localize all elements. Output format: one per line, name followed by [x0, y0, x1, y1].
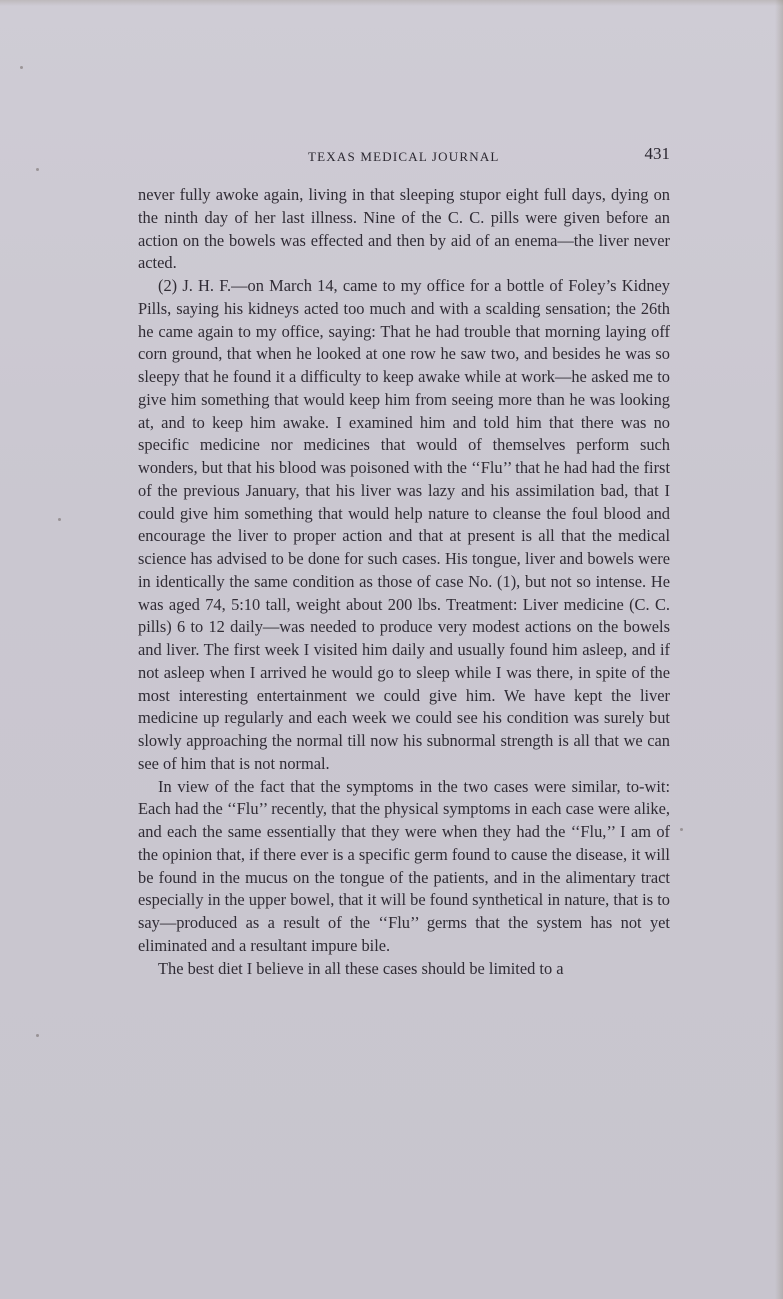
- body-text: [138, 184, 670, 980]
- paper-speck: [36, 1034, 39, 1037]
- paragraph-case-2: (2) J. H. F.—on March 14, came to my office for a bottle of Foley’s Kidney Pills, saying his kidneys acted too much and with a scalding sensation; the 26th he came again to my office, saying: That he had trouble that morning laying off corn ground, that when he looked at one row he saw two, and besides he was so sleepy that he found it a difficulty to keep awake while at work—he asked me to give him something that would keep him from seeing more than he was looking at, and to keep him awake. I examined him and told him that there was no specific medicine nor medicines that would of themselves perform such wonders, but that his blood was poisoned with the ‘‘Flu’’ that he had had the first of the previous January, that his liver was lazy and his assimilation bad, that I could give him something that would help nature to cleanse the foul blood and encourage the liver to proper action and that at present is all that the medical science has advised to be done for such cases. His tongue, liver and bowels were in identically the same condition as those of case No. (1), but not so intense. He was aged 74, 5:10 tall, weight about 200 lbs. Treatment: Liver medicine (C. C. pills) 6 to 12 daily—was needed to produce very modest actions on the bowels and liver. The first week I visited him daily and usually found him asleep, and if not asleep when I arrived he would go to sleep while I was there, in spite of the most interesting entertainment we could give him. We have kept the liver medicine up regularly and each week we could see his condition was surely but slowly approaching the normal till now his subnormal strength is all that we can see of him that is not normal.: [138, 276, 670, 773]
- paragraph-continuation: never fully awoke again, living in that sleeping stupor eight full days, dying on the ninth day of her last illness. Nine of the C. C. pills were given before an action on the bowels was effected and then by aid of an enema—the liver never acted.: [138, 185, 670, 273]
- paper-speck: [662, 874, 665, 877]
- journal-title: TEXAS MEDICAL JOURNAL: [308, 149, 500, 164]
- paragraph-opinion: In view of the fact that the symptoms in the two cases were similar, to-wit: Each had the ‘‘Flu’’ recently, that the physical symptoms in each case were alike, and each the same essentially that they were when they had the ‘‘Flu,’’ I am of the opinion that, if there ever is a specific germ found to cause the disease, it will be found in the mucus on the tongue of the patients, and in the alimentary tract especially in the upper bowel, that it will be found synthetical in nature, that is to say—produced as a result of the ‘‘Flu’’ germs that the system has not yet eliminated and a resultant impure bile.: [138, 776, 670, 955]
- paper-speck: [680, 828, 683, 831]
- page-number: 431: [644, 144, 670, 163]
- paper-speck: [36, 168, 39, 171]
- page-edge-shadow-right: [775, 0, 783, 1299]
- page-edge-shadow-top: [0, 0, 783, 6]
- paper-speck: [20, 66, 23, 69]
- paper-speck: [58, 518, 61, 521]
- paragraph-diet: The best diet I believe in all these cases should be limited to a: [158, 958, 564, 978]
- running-header: [140, 144, 670, 168]
